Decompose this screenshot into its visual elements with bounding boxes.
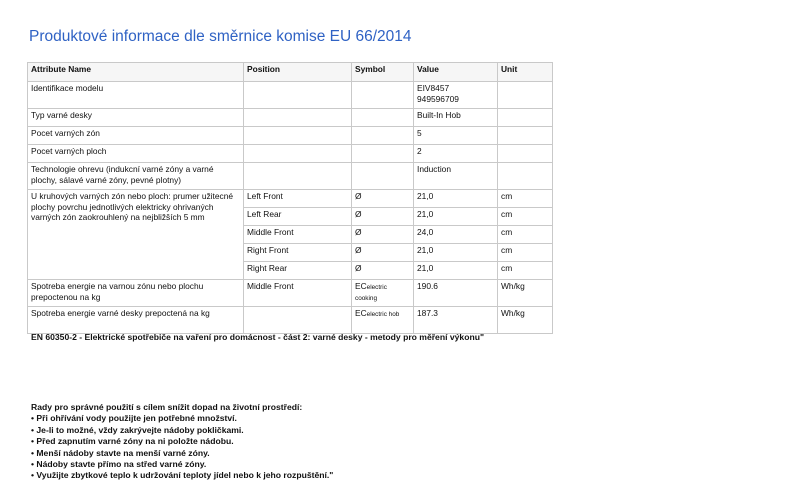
diameter-value: 24,0 (414, 226, 498, 244)
zones-label: Pocet varných zón (28, 127, 244, 145)
diameter-value: 21,0 (414, 244, 498, 262)
header-symbol: Symbol (352, 63, 414, 82)
advice-item: • Menší nádoby stavte na menší varné zóny. (31, 447, 210, 458)
table-row (28, 127, 553, 145)
energy-zone-value: 190.6 (414, 280, 498, 307)
energy-hob-unit: Wh/kg (498, 307, 553, 334)
table-row (28, 280, 553, 307)
product-info-table (27, 62, 553, 334)
diameter-position: Left Rear (244, 208, 352, 226)
hob-type-label: Typ varné desky (28, 109, 244, 127)
diameter-unit: cm (498, 190, 553, 208)
page-title: Produktové informace dle směrnice komise EU 66/2014 (29, 28, 412, 45)
energy-hob-label: Spotreba energie varné desky prepoctená na kg (28, 307, 244, 334)
model-position (244, 82, 352, 109)
energy-zone-symbol-sub: electric cooking (355, 284, 387, 302)
energy-hob-symbol (352, 307, 414, 334)
advice-intro: Rady pro správné použití s cílem snížit dopad na životní prostředí: (31, 402, 303, 412)
energy-zone-label: Spotreba energie na varnou zónu nebo plochu prepoctenou na kg (28, 280, 244, 307)
diameter-position: Left Front (244, 190, 352, 208)
technology-label: Technologie ohrevu (indukcní varné zóny a varné plochy, sálavé varné zóny, pevné plotny) (28, 163, 244, 190)
diameter-symbol: Ø (352, 208, 414, 226)
measurement-standard: EN 60350-2 - Elektrické spotřebiče na vaření pro domácnost - část 2: varné desky - metody pro měření výkonu" (31, 332, 485, 342)
diameter-value: 21,0 (414, 262, 498, 280)
energy-zone-position: Middle Front (244, 280, 352, 307)
table-header-row (28, 63, 553, 82)
diameter-symbol: Ø (352, 226, 414, 244)
diameter-unit: cm (498, 262, 553, 280)
table-row (28, 145, 553, 163)
table-row (28, 163, 553, 190)
energy-hob-value: 187.3 (414, 307, 498, 334)
table-row (28, 190, 553, 208)
model-label: Identifikace modelu (28, 82, 244, 109)
model-unit (498, 82, 553, 109)
advice-item: • Při ohřívání vody použijte jen potřebné množství. (31, 413, 237, 424)
diameter-label: U kruhových varných zón nebo ploch: prumer užitecné plochy povrchu jednotlivých elektricky ohrivaných varných zón zaokrouhlený na nejbližších 5 mm (28, 190, 244, 280)
energy-hob-symbol-sub: electric hob (366, 311, 400, 318)
diameter-position: Middle Front (244, 226, 352, 244)
diameter-unit: cm (498, 208, 553, 226)
advice-item: • Před zapnutím varné zóny na ni položte nádobu. (31, 436, 234, 447)
diameter-symbol: Ø (352, 262, 414, 280)
technology-value: Induction (414, 163, 498, 190)
advice-item: • Využijte zbytkové teplo k udržování teploty jídel nebo k jeho rozpuštění." (31, 470, 334, 481)
diameter-position: Right Rear (244, 262, 352, 280)
diameter-unit: cm (498, 244, 553, 262)
table-row (28, 82, 553, 109)
energy-hob-symbol-main: EC (355, 308, 367, 318)
model-number: EIV8457 (417, 83, 450, 93)
hob-type-value: Built-In Hob (414, 109, 498, 127)
advice-item: • Je-li to možné, vždy zakrývejte nádoby pokličkami. (31, 424, 244, 435)
diameter-value: 21,0 (414, 208, 498, 226)
model-value (414, 82, 498, 109)
areas-value: 2 (414, 145, 498, 163)
diameter-position: Right Front (244, 244, 352, 262)
header-position: Position (244, 63, 352, 82)
energy-zone-symbol (352, 280, 414, 307)
energy-zone-symbol-main: EC (355, 281, 367, 291)
diameter-symbol: Ø (352, 244, 414, 262)
header-value: Value (414, 63, 498, 82)
header-attribute: Attribute Name (28, 63, 244, 82)
energy-zone-unit: Wh/kg (498, 280, 553, 307)
environment-advice (31, 402, 333, 482)
zones-value: 5 (414, 127, 498, 145)
advice-item: • Nádoby stavte přímo na střed varné zóny. (31, 459, 207, 470)
header-unit: Unit (498, 63, 553, 82)
table-row (28, 307, 553, 334)
diameter-unit: cm (498, 226, 553, 244)
model-symbol (352, 82, 414, 109)
areas-label: Pocet varných ploch (28, 145, 244, 163)
diameter-value: 21,0 (414, 190, 498, 208)
table-row (28, 109, 553, 127)
product-number: 949596709 (417, 93, 459, 104)
diameter-symbol: Ø (352, 190, 414, 208)
